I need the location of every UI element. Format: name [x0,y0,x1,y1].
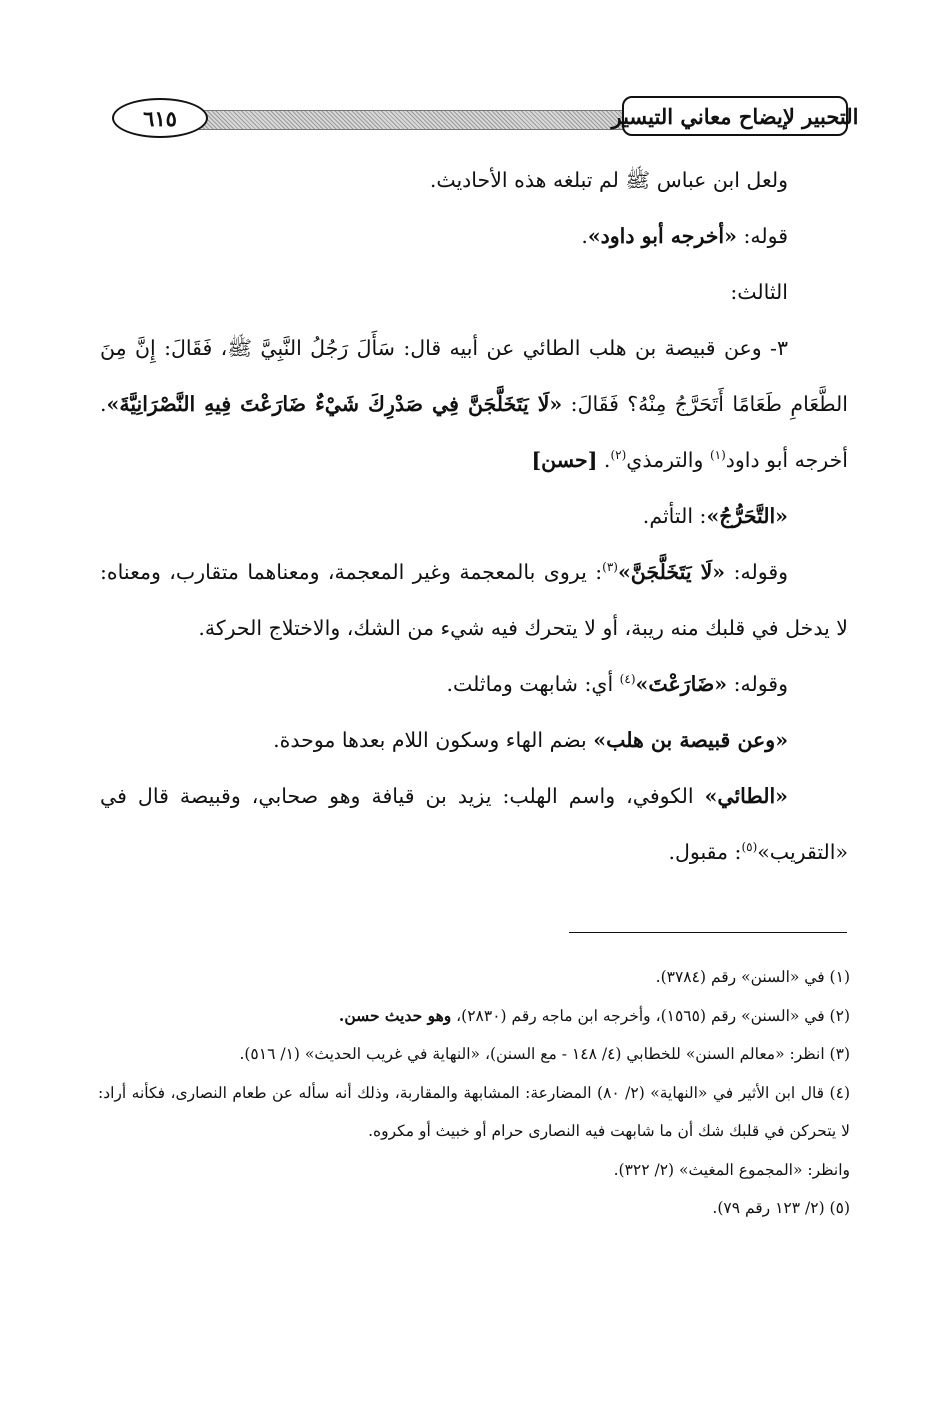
footnote-5: (٥) (٢/ ١٢٣ رقم ٧٩). [712,1199,850,1217]
footnotes [98,958,850,1228]
paragraph-yatakhallajanna [100,544,848,656]
header-decorative-band [140,110,638,130]
footnote-2-grade: وهو حديث حسن. [338,1005,452,1025]
footnote-ref-3[interactable]: (٣) [602,560,618,575]
term-tahrruj-def: : التأثم. [642,504,707,528]
page-number: ٦١٥ [112,98,208,138]
term-qabisa-def: بضم الهاء وسكون اللام بعدها موحدة. [273,728,594,752]
paragraph-tahrruj [100,488,848,544]
page-header [100,96,859,142]
term-yatakhallajanna: «لَا يَتَخَلَّجَنَّ» [617,560,726,584]
footnote-ref-2[interactable]: (٢) [610,448,627,463]
term-tahrruj: «التَّحَرُّجُ» [706,504,788,528]
footnote-2 [98,997,850,1036]
paragraph-2-quote: «أخرجه أبو داود» [587,224,737,248]
hadith-text: «لَا يَتَخَلَّجَنَّ فِي صَدْرِكَ شَيْءٌ ضَارَعْتَ فِيهِ النَّصْرَانِيَّةَ» [106,392,563,416]
paragraph-1-text: ولعل ابن عباس ﷺ لم تبلغه هذه الأحاديث. [429,168,788,192]
paragraph-1 [100,152,848,208]
footnote-separator [569,932,847,933]
footnote-ref-4[interactable]: (٤) [619,672,636,687]
hadith-source-c: . [597,448,611,472]
paragraph-2 [100,208,848,264]
paragraph-taei [100,768,848,880]
footnote-3: (٣) انظر: «معالم السنن» للخطابي (٤/ ١٤٨ - مع السنن)، «النهاية في غريب الحديث» (١/ ٥١٦). [239,1045,850,1063]
term-taei: «الطائي» [704,784,788,808]
term-yatakhallajanna-def: : يروى بالمعجمة وغير المعجمة، ومعناهما متقارب، ومعناه: لا يدخل في قلبك منه ريبة، أو لا يتحرك فيه شيء من الشك، والاختلاج الحركة. [100,560,848,640]
term-taei-grade: : مقبول. [668,840,742,864]
term-qabisa: «وعن قبيصة بن هلب» [593,728,788,752]
term-taei-def: الكوفي، واسم الهلب: يزيد بن قيافة وهو صحابي، وقبيصة قال في «التقريب» [100,784,848,864]
footnote-ref-5[interactable]: (٥) [741,840,758,855]
footnote-4-more: وانظر: «المجموع المغيث» (٢/ ٣٢٢). [613,1160,850,1179]
hadith-grade: [حسن] [531,448,598,472]
term-daraata: «ضَارَعْتَ» [635,672,728,696]
paragraph-7-prefix: وقوله: [727,672,788,696]
section-heading [100,264,848,320]
paragraph-2-prefix: قوله: [736,224,788,248]
hadith-source-b: والترمذي [626,448,710,472]
footnote-ref-1[interactable]: (١) [709,448,726,463]
hadith-source-a: . أخرجه أبو داود [100,392,848,472]
hadith-intro: ٣- وعن قبيصة بن هلب الطائي عن أبيه قال: سَأَلَ رَجُلُ النَّبِيَّ ﷺ، فَقَالَ: إِنَّ مِنَ الطَّعَامِ طَعَامًا أَتَحَرَّجُ مِنْهُ؟ فَقَالَ: [100,336,848,416]
footnote-1: (١) في «السنن» رقم (٣٧٨٤). [655,968,850,986]
main-text [100,152,848,880]
hadith-paragraph [100,320,848,488]
paragraph-2-suffix: . [581,224,588,248]
paragraph-daraata [100,656,848,712]
running-title: التحبير لإيضاح معاني التيسير [622,96,848,136]
paragraph-qabisa [100,712,848,768]
footnote-2-text: (٢) في «السنن» رقم (١٥٦٥)، وأخرجه ابن ماجه رقم (٢٨٣٠)، [451,1006,850,1025]
paragraph-6-prefix: وقوله: [725,560,789,584]
footnote-4: (٤) قال ابن الأثير في «النهاية» (٢/ ٨٠) المضارعة: المشابهة والمقاربة، وذلك أنه سأله عن طعام النصارى، فكأنه أراد: لا يتحركن في قلبك شك أن ما شابهت فيه النصارى حرام أو خبيث أو مكروه. [98,1083,850,1140]
term-daraata-def: أي: شابهت وماثلت. [446,672,620,696]
section-heading-text: الثالث: [730,280,788,304]
